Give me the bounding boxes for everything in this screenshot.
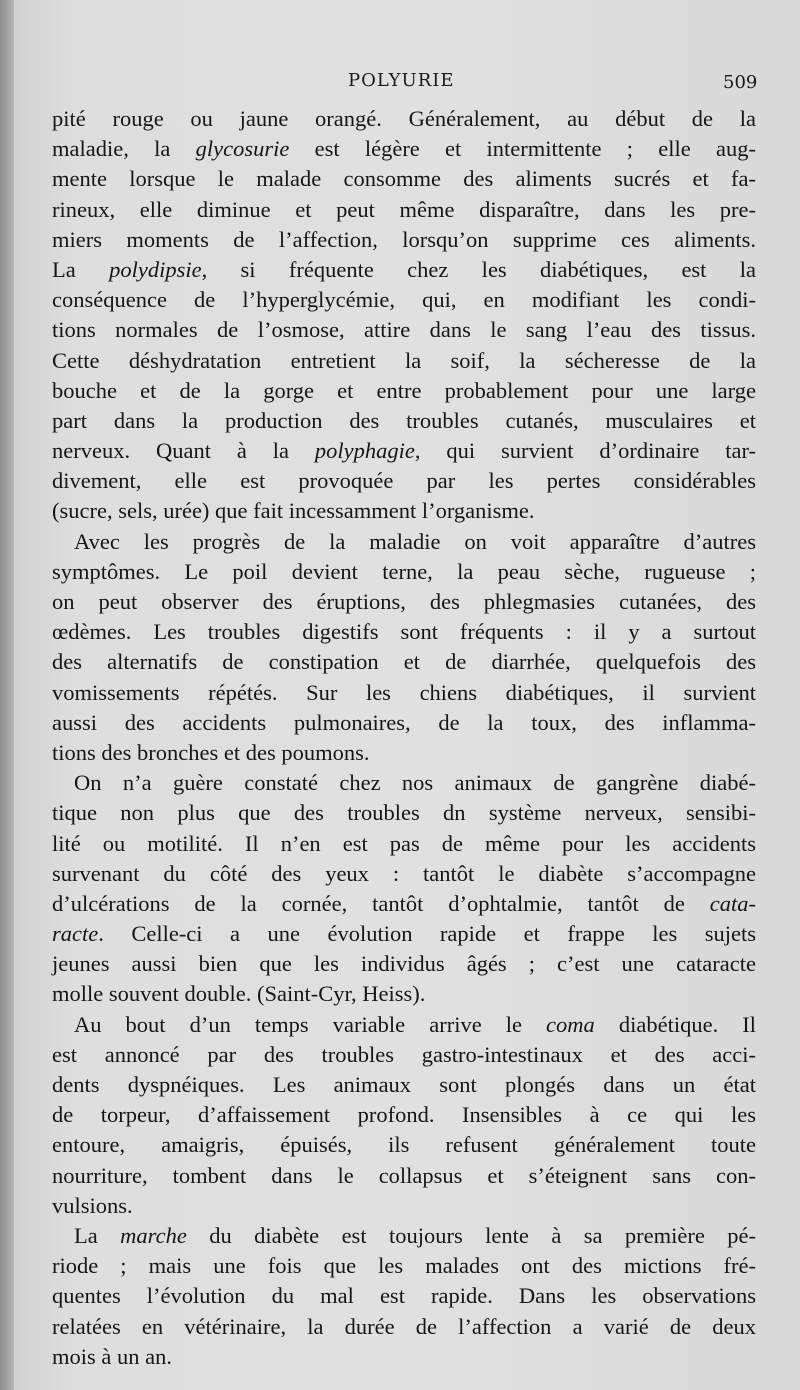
text-segment: pité rouge ou jaune orangé. Généralement, au début de la xyxy=(52,106,756,131)
text-line xyxy=(52,798,756,828)
text-segment: rineux, elle diminue et peut même disparaître, dans les pre- xyxy=(52,196,756,222)
text-line xyxy=(52,1281,756,1311)
text-line xyxy=(52,195,756,225)
text-segment: on peut observer des éruptions, des phlegmasies cutanées, des xyxy=(52,589,756,614)
running-title: POLYURIE xyxy=(348,70,455,91)
text-segment: lité ou motilité. Il n’en est pas de même pour les accidents xyxy=(52,830,756,856)
text-segment: Avec les progrès de la maladie on voit apparaître d’autres xyxy=(74,528,756,554)
text-segment: dents dyspnéiques. Les animaux sont plongés dans un état xyxy=(52,1072,756,1097)
text-line xyxy=(52,829,756,859)
text-segment: vomissements répétés. Sur les chiens diabétiques, il survient xyxy=(52,679,756,705)
text-segment: , qui survient d’ordinaire tar- xyxy=(414,438,756,464)
text-line xyxy=(52,1010,756,1040)
text-segment: mois à un an. xyxy=(52,1343,172,1369)
text-segment: aussi des accidents pulmonaires, de la toux, des inflamma- xyxy=(52,709,756,735)
text-line xyxy=(52,1342,756,1372)
text-line xyxy=(52,1251,756,1281)
text-segment: nerveux. Quant à la xyxy=(52,438,315,464)
text-line xyxy=(52,1100,756,1130)
text-segment: tions normales de l’osmose, attire dans le sang l’eau des tissus. xyxy=(52,317,756,343)
text-segment: relatées en vétérinaire, la durée de l’affection a varié de deux xyxy=(52,1313,756,1339)
text-line xyxy=(52,1130,756,1160)
text-line xyxy=(52,1161,756,1191)
page-header xyxy=(0,70,800,100)
text-segment: conséquence de l’hyperglycémie, qui, en modifiant les condi- xyxy=(52,287,756,313)
text-line xyxy=(52,1221,756,1251)
italic-term: polyphagie xyxy=(314,438,415,464)
text-line xyxy=(52,527,756,557)
text-line xyxy=(52,617,756,647)
page-number: 509 xyxy=(723,72,758,93)
text-segment: La xyxy=(74,1222,121,1248)
text-segment: survenant du côté des yeux : tantôt le diabète s’accompagne xyxy=(52,860,756,886)
text-segment: part dans la production des troubles cutanés, musculaires et xyxy=(52,407,756,433)
text-segment: Cette déshydratation entretient la soif, la sécheresse de la xyxy=(52,347,756,373)
text-segment: bouche et de la gorge et entre probablement pour une large xyxy=(52,377,756,403)
text-segment: quentes l’évolution du mal est rapide. Dans les observations xyxy=(52,1283,756,1309)
text-segment: divement, elle est provoquée par les pertes considérables xyxy=(52,468,756,494)
text-line xyxy=(52,255,756,285)
text-line xyxy=(52,466,756,496)
text-line xyxy=(52,919,756,949)
text-segment: tions des bronches et des poumons. xyxy=(52,739,370,765)
italic-term: glycosurie xyxy=(195,136,290,162)
text-segment: (sucre, sels, urée) que fait incessamment l’organisme. xyxy=(52,498,535,524)
text-line xyxy=(52,315,756,345)
text-segment: tique non plus que des troubles dn système nerveux, sensibi- xyxy=(52,800,756,826)
text-line xyxy=(52,1312,756,1342)
text-segment: miers moments de l’affection, lorsqu’on supprime ces aliments. xyxy=(52,226,756,252)
text-line xyxy=(52,889,756,919)
text-segment: jeunes aussi bien que les individus âgés ; c’est une cataracte xyxy=(52,951,756,977)
text-line xyxy=(52,587,756,617)
text-line xyxy=(52,1070,756,1100)
italic-term: racte xyxy=(52,921,99,947)
text-segment: riode ; mais une fois que les malades ont des mictions fré- xyxy=(52,1253,756,1279)
text-segment: nourriture, tombent dans le collapsus et s’éteignent sans con- xyxy=(52,1162,756,1188)
text-segment: entoure, amaigris, épuisés, ils refusent généralement toute xyxy=(52,1132,756,1158)
text-line xyxy=(52,738,756,768)
text-line xyxy=(52,859,756,889)
text-segment: , si fréquente chez les diabétiques, est la xyxy=(201,256,757,282)
italic-term: polydipsie xyxy=(109,256,202,282)
text-line xyxy=(52,285,756,315)
body-text xyxy=(52,104,756,1372)
page-binding-edge xyxy=(0,0,14,1390)
text-line xyxy=(52,768,756,798)
text-segment: des alternatifs de constipation et de diarrhée, quelquefois des xyxy=(52,649,756,675)
text-line xyxy=(52,134,756,164)
text-segment: d’ulcérations de la cornée, tantôt d’ophtalmie, tantôt de xyxy=(52,890,710,916)
text-line xyxy=(52,678,756,708)
text-line xyxy=(52,225,756,255)
text-line xyxy=(52,436,756,466)
text-segment: symptômes. Le poil devient terne, la peau sèche, rugueuse ; xyxy=(52,558,756,584)
text-line xyxy=(52,1040,756,1070)
text-line xyxy=(52,647,756,677)
text-segment: Au bout d’un temps variable arrive le xyxy=(74,1011,547,1037)
text-segment: vulsions. xyxy=(52,1192,133,1218)
text-line xyxy=(52,557,756,587)
italic-term: cata- xyxy=(709,890,756,916)
text-line xyxy=(52,104,756,134)
text-line xyxy=(52,496,756,526)
text-line xyxy=(52,164,756,194)
text-segment: maladie, la xyxy=(52,136,196,162)
text-segment: est légère et intermittente ; elle aug- xyxy=(289,136,756,162)
text-segment: œdèmes. Les troubles digestifs sont fréquents : il y a surtout xyxy=(52,619,756,645)
text-segment: du diabète est toujours lente à sa première pé- xyxy=(186,1222,757,1248)
text-segment: On n’a guère constaté chez nos animaux de gangrène diabé- xyxy=(74,770,756,796)
text-line xyxy=(52,708,756,738)
text-line xyxy=(52,406,756,436)
text-segment: est annoncé par des troubles gastro-intestinaux et des acci- xyxy=(52,1041,756,1067)
text-line xyxy=(52,979,756,1009)
text-segment: . Celle-ci a une évolution rapide et frappe les sujets xyxy=(98,921,756,947)
text-segment: diabétique. Il xyxy=(594,1011,756,1037)
text-line xyxy=(52,1191,756,1221)
text-segment: mente lorsque le malade consomme des aliments sucrés et fa- xyxy=(52,166,756,192)
text-line xyxy=(52,376,756,406)
text-segment: de torpeur, d’affaissement profond. Insensibles à ce qui les xyxy=(52,1102,756,1128)
text-line xyxy=(52,346,756,376)
italic-term: marche xyxy=(120,1222,187,1248)
text-segment: molle souvent double. (Saint-Cyr, Heiss). xyxy=(52,981,426,1007)
text-line xyxy=(52,949,756,979)
italic-term: coma xyxy=(546,1011,595,1037)
text-segment: La xyxy=(52,256,110,282)
